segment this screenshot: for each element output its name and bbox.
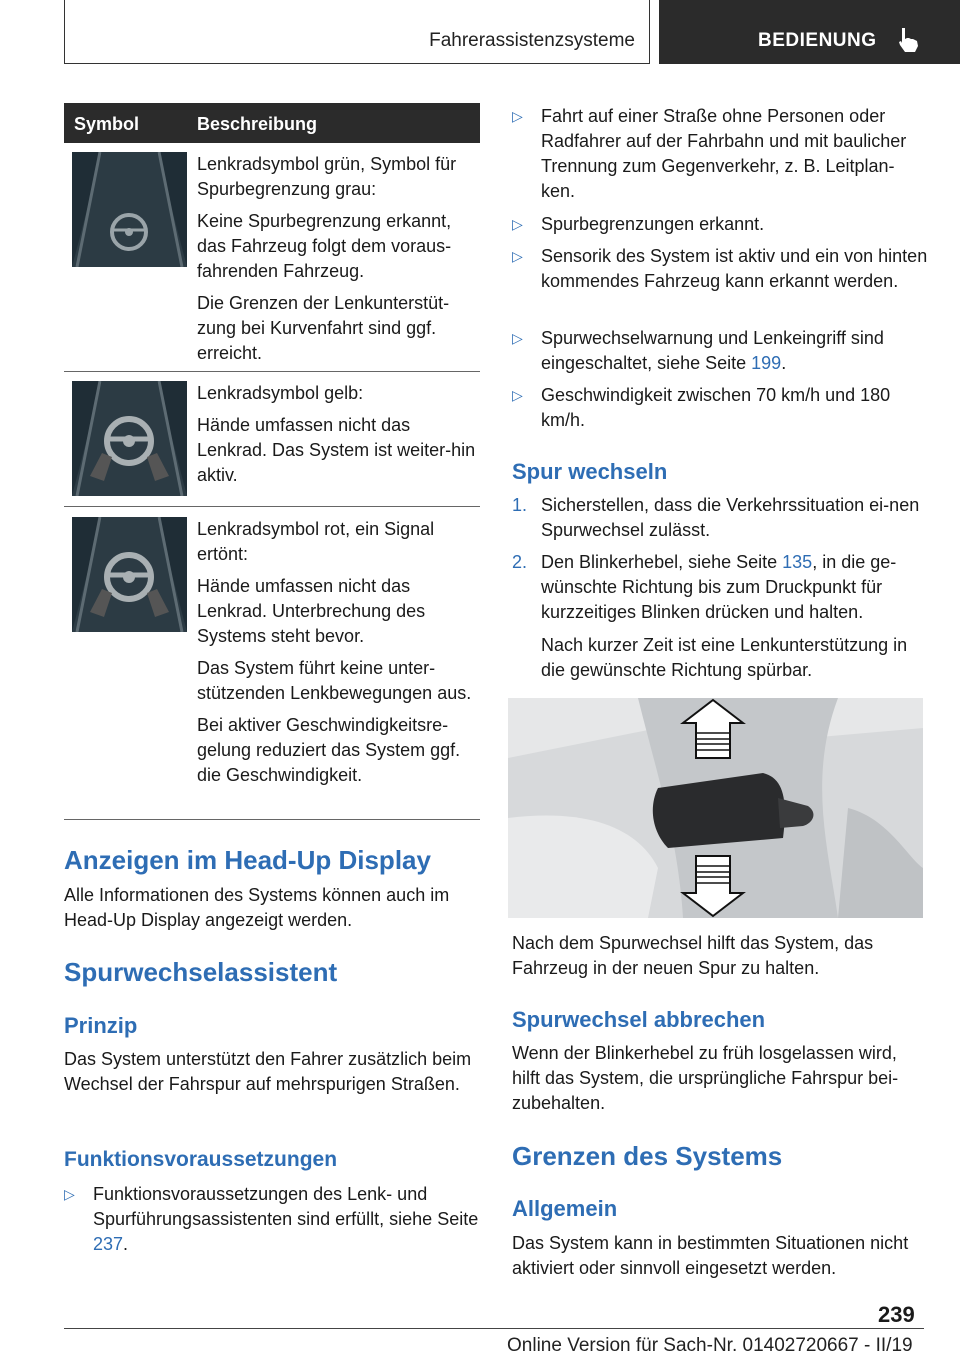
abort-text: Wenn der Blinkerhebel zu früh losgelassen wird, hilft das System, die ursprüngliche Fahrspur bei-zubehalten. [512, 1043, 899, 1113]
row-1-paragraph: Die Grenzen der Lenkunterstüt-zung bei Kurvenfahrt sind ggf. erreicht. [197, 293, 450, 363]
steering-symbol-green-image [72, 152, 187, 267]
limits-heading: Grenzen des Systems [512, 1141, 783, 1171]
req-bullet-1-text: Fahrt auf einer Straße ohne Personen oder Radfahrer auf der Fahrbahn und mit baulicher Trennung zum Gegenverkehr, z. B. Leitplan-ken. [541, 106, 907, 201]
table-row-2-description [197, 381, 482, 495]
general-heading: Allgemein [512, 1196, 618, 1221]
req-bullet-2-text: Spurbegrenzungen erkannt. [541, 214, 765, 234]
turn-signal-lever-image [508, 698, 923, 918]
step-2-note: Nach kurzer Zeit ist eine Lenkunterstützung in die gewünschte Richtung spürbar. [541, 635, 908, 680]
after-change-text: Nach dem Spurwechsel hilft das System, das Fahrzeug in der neuen Spur zu halten. [512, 933, 874, 978]
bullet-marker-icon: ▷ [512, 248, 523, 264]
row-3-paragraph: Bei aktiver Geschwindigkeitsre-gelung reduziert das System ggf. die Geschwindigkeit. [197, 715, 461, 785]
header-chapter-box [659, 0, 960, 64]
change-heading: Spur wechseln [512, 459, 668, 484]
table-row-divider [64, 371, 480, 372]
header-section-title: Fahrerassistenzsysteme [429, 30, 635, 51]
page-link-135[interactable]: 135 [782, 552, 813, 572]
req-bullet-4-body: Spurwechselwarnung und Lenkeingriff sind eingeschaltet, siehe Seite [541, 328, 884, 373]
table-header [64, 103, 480, 143]
general-text: Das System kann in bestimmten Situationen nicht aktiviert oder sinnvoll eingesetzt werden. [512, 1233, 909, 1278]
row-1-paragraph: Lenkradsymbol grün, Symbol für Spurbegrenzung grau: [197, 154, 457, 199]
bullet-marker-icon: ▷ [512, 330, 523, 346]
abort-heading: Spurwechsel abbrechen [512, 1007, 766, 1032]
req-bullet-4-text [541, 326, 928, 376]
row-3-paragraph: Lenkradsymbol rot, ein Signal ertönt: [197, 519, 435, 564]
hud-text: Alle Informationen des Systems können auch im Head-Up Display angezeigt werden. [64, 885, 450, 930]
footer-divider [64, 1328, 924, 1329]
page-link-237[interactable]: 237 [93, 1234, 124, 1254]
req-bullet-3-text: Sensorik des System ist aktiv und ein von hinten kommendes Fahrzeug kann erkannt werden. [541, 246, 928, 291]
assist-heading: Spurwechselassistent [64, 957, 338, 987]
steering-symbol-yellow-image [72, 381, 187, 496]
func-bullet-text [93, 1182, 480, 1257]
table-header-symbol: Symbol [74, 114, 140, 134]
pointing-hand-icon [896, 26, 922, 54]
table-row-3-description [197, 517, 482, 795]
bullet-marker-icon: ▷ [512, 216, 523, 232]
row-3-paragraph: Hände umfassen nicht das Lenkrad. Unterbrechung des Systems steht bevor. [197, 576, 426, 646]
row-2-paragraph: Hände umfassen nicht das Lenkrad. Das System ist weiter-hin aktiv. [197, 415, 476, 485]
func-bullet-body: Funktionsvoraussetzungen des Lenk- und Spurführungsassistenten sind erfüllt, siehe Seite [93, 1184, 479, 1229]
bullet-marker-icon: ▷ [512, 387, 523, 403]
table-row-1-description [197, 152, 482, 373]
step-1-number: 1. [512, 495, 528, 515]
bullet-marker-icon: ▷ [64, 1186, 75, 1202]
func-bullet-end: . [123, 1234, 129, 1254]
step-1-text: Sicherstellen, dass die Verkehrssituation ei-nen Spurwechsel zulässt. [541, 495, 920, 540]
table-row-divider [64, 506, 480, 507]
step-2-number: 2. [512, 552, 528, 572]
row-1-paragraph: Keine Spurbegrenzung erkannt, das Fahrzeug folgt dem voraus-fahrenden Fahrzeug. [197, 211, 452, 281]
func-heading: Funktionsvoraussetzungen [64, 1148, 338, 1171]
step-2-body: Den Blinkerhebel, siehe Seite [541, 552, 783, 572]
table-bottom-divider [64, 819, 480, 820]
steering-symbol-red-image [72, 517, 187, 632]
hud-heading: Anzeigen im Head-Up Display [64, 845, 431, 875]
table-header-description: Beschreibung [197, 114, 318, 134]
header-chapter-title: BEDIENUNG [758, 30, 877, 51]
footer-version: Online Version für Sach-Nr. 01402720667 - II/19 [507, 1335, 913, 1356]
req-bullet-4-end: . [781, 353, 787, 373]
step-2-text [541, 550, 928, 625]
page-number: 239 [878, 1302, 915, 1327]
bullet-marker-icon: ▷ [512, 108, 523, 124]
prinzip-heading: Prinzip [64, 1013, 138, 1038]
page-link-199[interactable]: 199 [751, 353, 782, 373]
step-2-end: , in die ge-wünschte Richtung bis zum Druckpunkt für kurzzeitiges Blinken drücken und halten. [541, 552, 897, 622]
row-3-paragraph: Das System führt keine unter-stützenden Lenkbewegungen aus. [197, 658, 472, 703]
prinzip-text: Das System unterstützt den Fahrer zusätzlich beim Wechsel der Fahrspur auf mehrspurigen Straßen. [64, 1049, 472, 1094]
row-2-paragraph: Lenkradsymbol gelb: [197, 383, 364, 403]
req-bullet-5-text: Geschwindigkeit zwischen 70 km/h und 180 km/h. [541, 385, 891, 430]
header-section-box [64, 0, 650, 64]
